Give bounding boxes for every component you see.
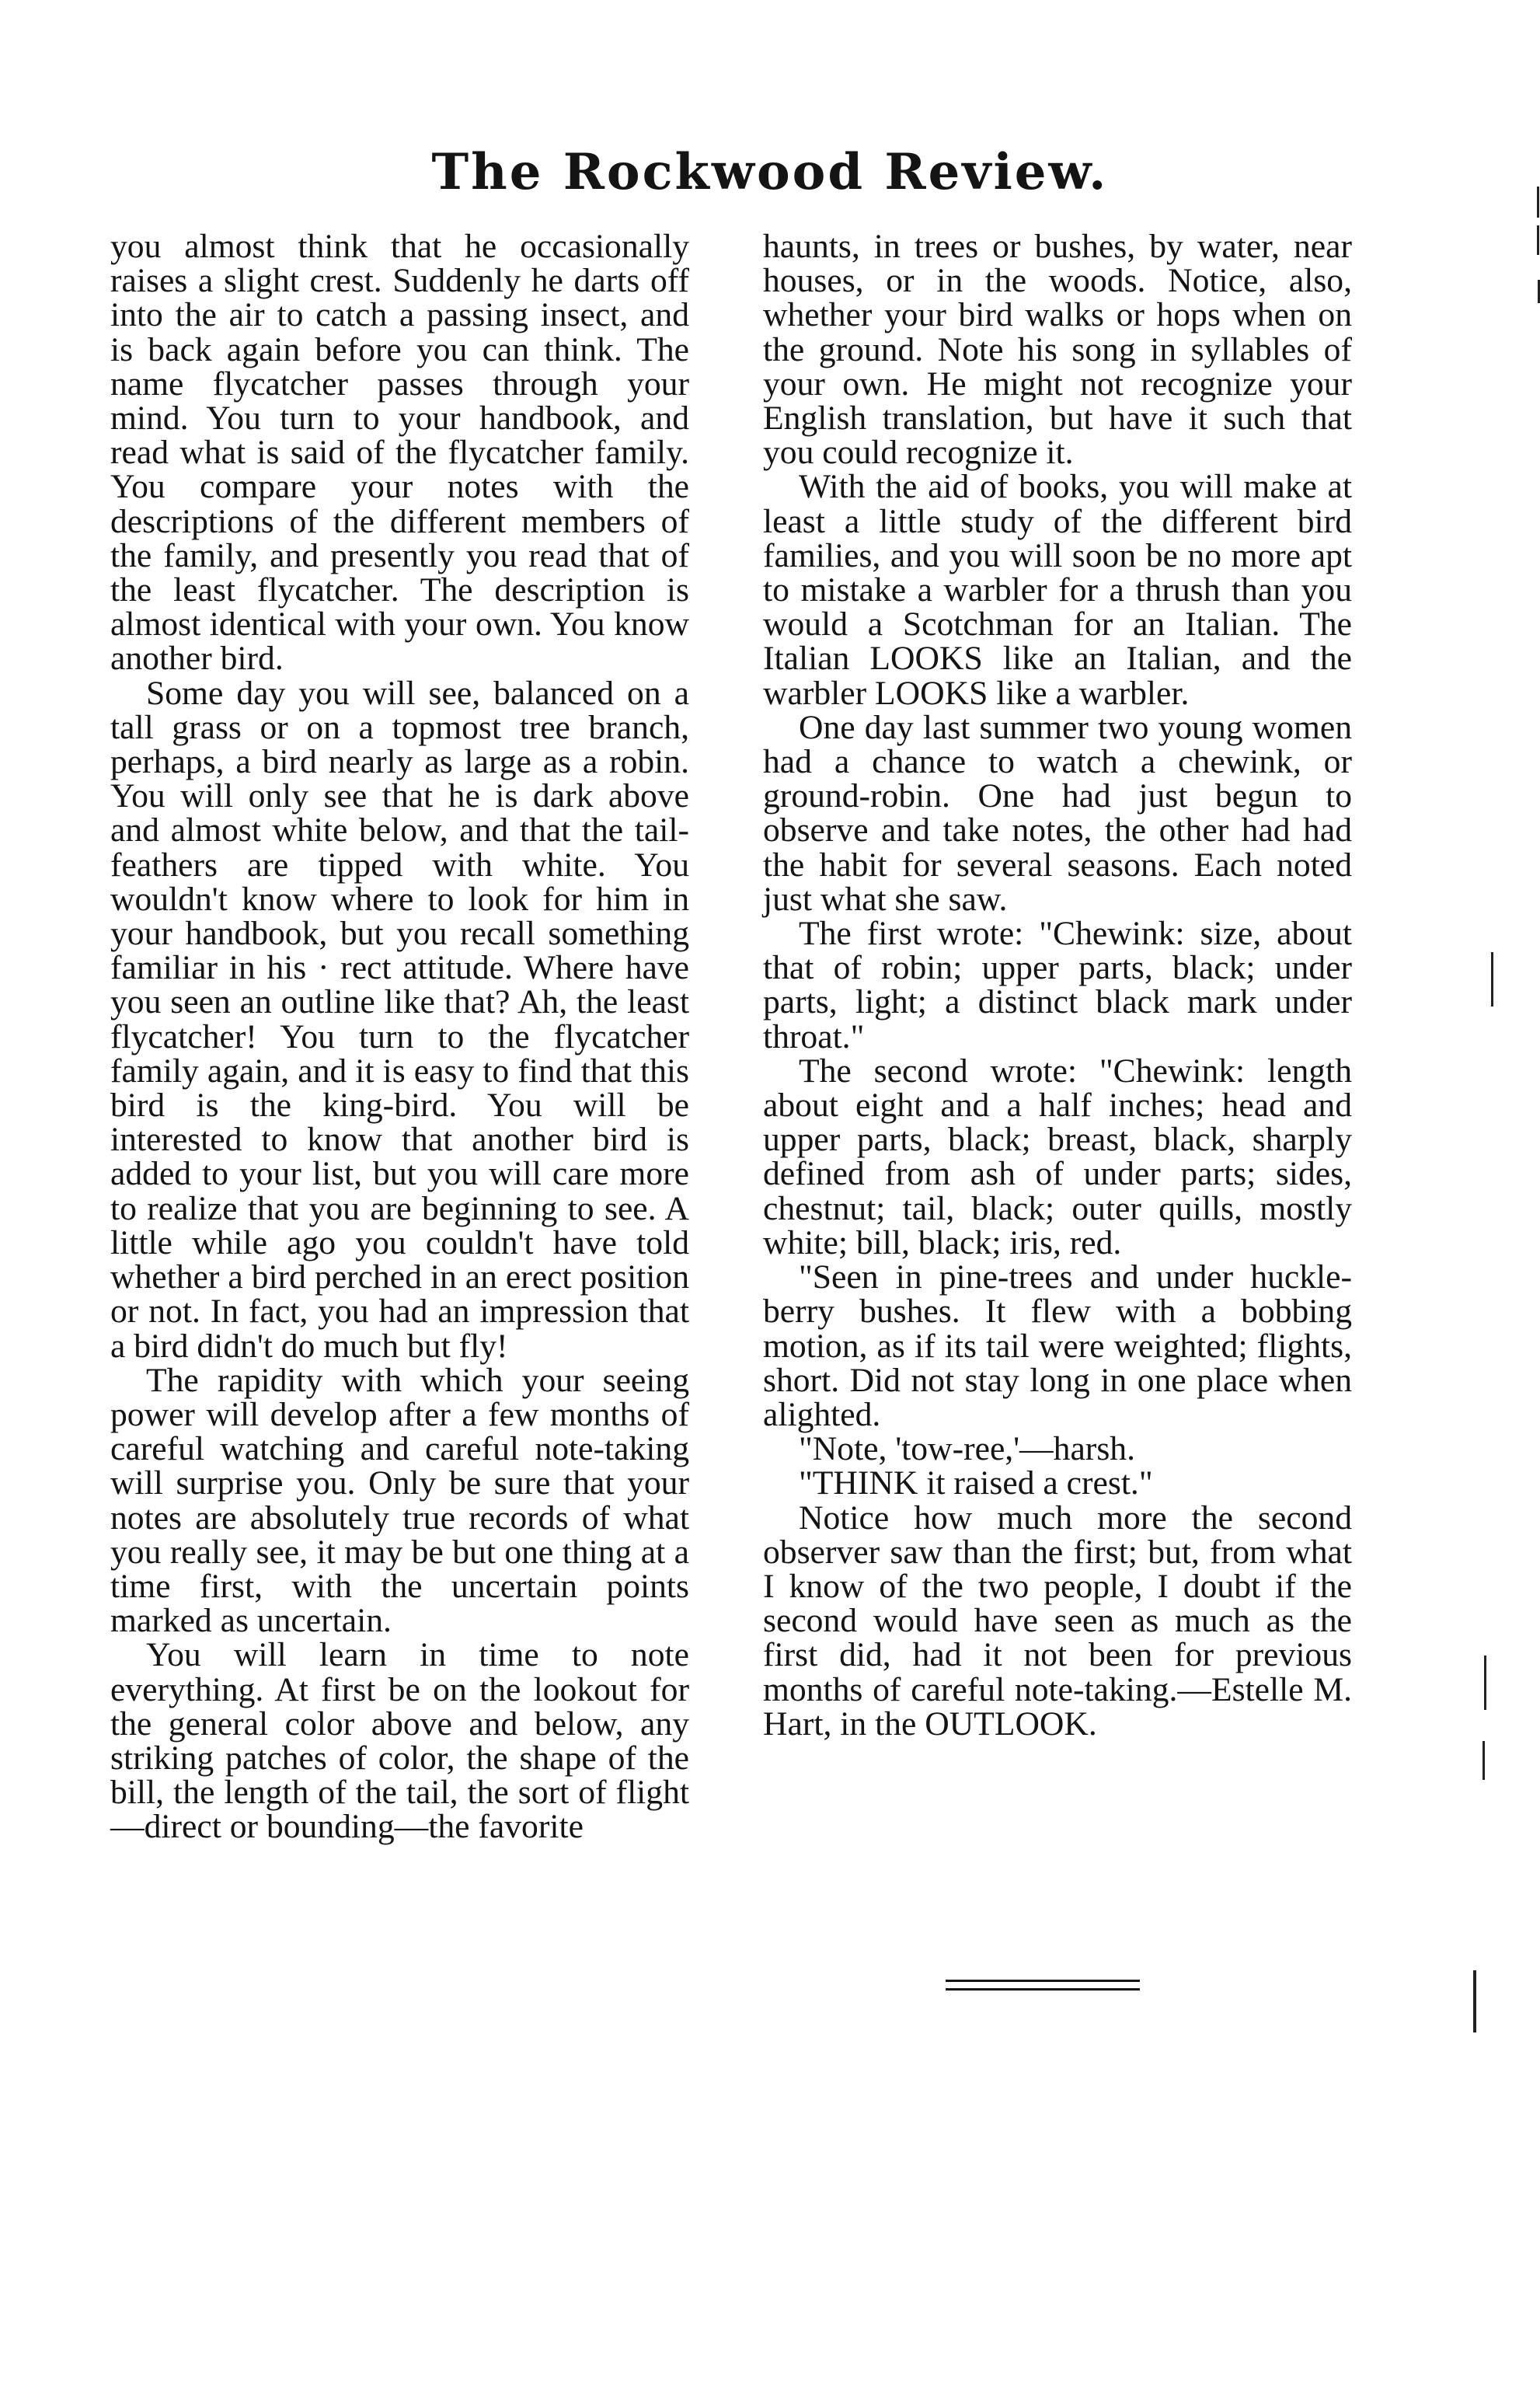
article-paragraph: "THINK it raised a crest." [799,1464,1153,1502]
article-paragraph: Some day you will see, balanced on a tall grass or on a topmost tree branch, perhaps, a bird nearly as large as a robin. You will only see that he is dark above and almost white below, and that the tail-feathers are tipped with white. You wouldn't know where to look for him in your handbook, but you recall something familiar in his · rect attitude. Where have you seen an outline like that? Ah, the least flycatcher! You turn to the flycatcher family again, and it is easy to find that this bird is the king-bird. You will be interested to know that another bird is added to your list, but you will care more to realize that you are beginning to see. A little while ago you couldn't have told whether a bird perched in an erect position or not. In fact, you had an impression that a bird didn't do much but fly! [110,674,689,1365]
margin-mark [1484,1656,1486,1710]
article-paragraph: Notice how much more the second observer saw than the first; but, from what I know of the two people, I doubt if the second would have seen as much as the first did, had it not been for previous months of careful note-taking.—Estelle M. Hart, in the OUTLOOK. [763,1499,1352,1743]
right-column [763,229,1352,1741]
margin-mark [1537,225,1539,255]
page-masthead: The Rockwood Review. [431,143,1109,201]
margin-mark [1483,1741,1485,1780]
article-paragraph: "Seen in pine-trees and under huckle-berry bushes. It flew with a bobbing motion, as if its tail were weighted; flights, short. Did not stay long in one place when alighted. [763,1258,1352,1433]
article-paragraph: You will learn in time to note everything. At first be on the lookout for the general color above and below, any striking patches of color, the shape of the bill, the length of the tail, the sort of flight —direct or bounding—the favorite [110,1636,689,1846]
article-paragraph: The rapidity with which your seeing power will develop after a few months of careful watching and careful note-taking will surprise you. Only be sure that your notes are absolutely true records of what you really see, it may be but one thing at a time first, with the uncertain points marked as uncertain. [110,1361,689,1640]
article-paragraph: "Note, 'tow-ree,'—harsh. [799,1430,1135,1468]
article-paragraph: One day last summer two young women had a chance to watch a chewink, or ground-robin. One had just begun to observe and take notes, the other had had the habit for several seasons. Each noted just what she saw. [763,708,1352,918]
margin-mark [1473,1970,1476,2032]
margin-mark [1491,952,1493,1007]
margin-mark [1537,187,1539,218]
article-paragraph: you almost think that he occasionally raises a slight crest. Suddenly he darts off into the air to catch a passing insect, and is back again before you can think. The name flycatcher passes through your mind. You turn to your handbook, and read what is said of the flycatcher family. You compare your notes with the descriptions of the different members of the family, and presently you read that of the least flycatcher. The description is almost identical with your own. You know another bird. [110,228,689,678]
article-paragraph: The second wrote: "Chewink: length about eight and a half inches; head and upper parts, black; breast, black, sharply defined from ash of under parts; sides, chestnut; tail, black; outer quills, mostly white; bill, black; iris, red. [763,1052,1352,1261]
article-paragraph: haunts, in trees or bushes, by water, near houses, or in the woods. Notice, also, whether your bird walks or hops when on the ground. Note his song in syllables of your own. He might not recognize your English translation, but have it such that you could recognize it. [763,228,1352,472]
article-paragraph: With the aid of books, you will make at least a little study of the different bird families, and you will soon be no more apt to mistake a warbler for a thrush than you would a Scotchman for an Italian. The Italian LOOKS like an Italian, and the warbler LOOKS like a warbler. [763,468,1352,712]
left-column [110,229,689,1844]
article-paragraph: The first wrote: "Chewink: size, about that of robin; upper parts, black; under parts, light; a distinct black mark under throat." [763,915,1352,1055]
article-end-rule [946,1980,1140,1991]
